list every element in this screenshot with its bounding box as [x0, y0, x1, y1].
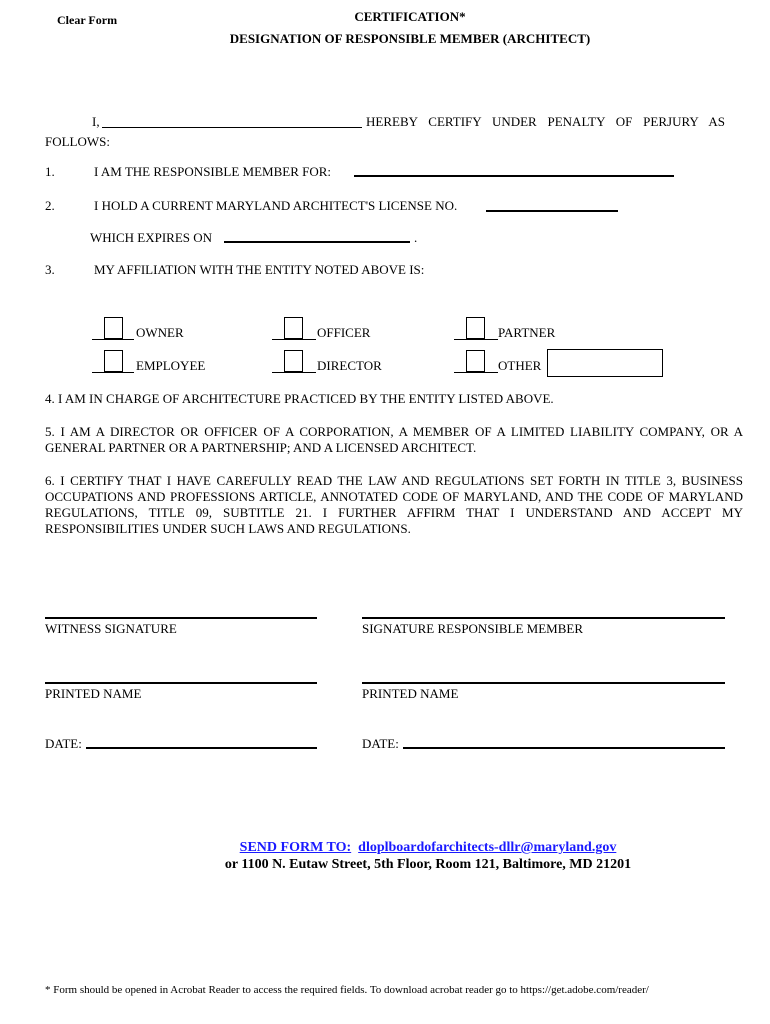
item3-text: MY AFFILIATION WITH THE ENTITY NOTED ABOVE IS: — [94, 262, 425, 277]
director-underline — [272, 372, 316, 373]
clear-form-button[interactable]: Clear Form — [57, 13, 118, 27]
form-title: CERTIFICATION* — [354, 9, 466, 24]
partner-underline — [454, 339, 498, 340]
member-signature-label: SIGNATURE RESPONSIBLE MEMBER — [362, 621, 584, 636]
other-underline — [454, 372, 498, 373]
footnote: * Form should be opened in Acrobat Reader to access the required fields. To download acrobat reader go to https://get.adobe.com/reader/ — [45, 984, 649, 996]
item4-text: 4. I AM IN CHARGE OF ARCHITECTURE PRACTICED BY THE ENTITY LISTED ABOVE. — [45, 391, 554, 406]
other-text-field[interactable] — [547, 349, 663, 377]
mailing-address: or 1100 N. Eutaw Street, 5th Floor, Room 121, Baltimore, MD 21201 — [224, 857, 632, 872]
intro-prefix: I, — [92, 114, 100, 129]
form-subtitle: DESIGNATION OF RESPONSIBLE MEMBER (ARCHITECT) — [229, 31, 591, 46]
officer-label: OFFICER — [317, 325, 371, 340]
owner-label: OWNER — [136, 325, 184, 340]
send-form-label: SEND FORM TO: — [239, 840, 352, 855]
expires-label: WHICH EXPIRES ON — [90, 230, 213, 245]
employee-checkbox[interactable] — [104, 350, 123, 372]
printed-name-left-line[interactable] — [45, 682, 317, 684]
printed-name-left-label: PRINTED NAME — [45, 686, 142, 701]
item3-number: 3. — [45, 262, 55, 277]
date-right-field[interactable] — [403, 747, 725, 749]
date-left-label: DATE: — [45, 736, 82, 751]
other-checkbox[interactable] — [466, 350, 485, 372]
item5-text: 5. I AM A DIRECTOR OR OFFICER OF A CORPORATION, A MEMBER OF A LIMITED LIABILITY COMPANY, OR A GENERAL PARTNER OR A PARTNERSHIP; AND A LICENSED ARCHITECT. — [45, 424, 743, 455]
director-checkbox[interactable] — [284, 350, 303, 372]
employee-label: EMPLOYEE — [136, 358, 206, 373]
printed-name-right-line[interactable] — [362, 682, 725, 684]
other-label: OTHER — [498, 358, 542, 373]
item1-text: I AM THE RESPONSIBLE MEMBER FOR: — [94, 164, 332, 179]
printed-name-right-label: PRINTED NAME — [362, 686, 459, 701]
intro-continuation: FOLLOWS: — [45, 134, 110, 149]
officer-checkbox[interactable] — [284, 317, 303, 339]
partner-label: PARTNER — [498, 325, 556, 340]
item2-text: I HOLD A CURRENT MARYLAND ARCHITECT'S LICENSE NO. — [94, 198, 458, 213]
date-left-field[interactable] — [86, 747, 317, 749]
email-link[interactable]: dloplboardofarchitects-dllr@maryland.gov — [358, 840, 617, 855]
send-form-line — [0, 840, 770, 856]
entity-field[interactable] — [354, 175, 674, 177]
license-number-field[interactable] — [486, 210, 618, 212]
expiration-date-field[interactable] — [224, 241, 410, 243]
name-field[interactable] — [102, 127, 362, 128]
item6-text: 6. I CERTIFY THAT I HAVE CAREFULLY READ THE LAW AND REGULATIONS SET FORTH IN TITLE 3, BUSINESS OCCUPATIONS AND PROFESSIONS ARTICLE, ANNOTATED CODE OF MARYLAND, AND THE CODE OF MARYLAND REGULATIONS, TITLE 09, SUBTITLE 21. I FURTHER AFFIRM THAT I UNDERSTAND AND ACCEPT MY RESPONSIBILITIES UNDER SUCH LAWS AND REGULATIONS. — [45, 473, 743, 536]
employee-underline — [92, 372, 134, 373]
witness-signature-label: WITNESS SIGNATURE — [45, 621, 177, 636]
director-label: DIRECTOR — [317, 358, 382, 373]
member-signature-line[interactable] — [362, 617, 725, 619]
date-right-label: DATE: — [362, 736, 399, 751]
intro-suffix: HEREBY CERTIFY UNDER PENALTY OF PERJURY AS — [366, 114, 725, 129]
officer-underline — [272, 339, 316, 340]
item1-number: 1. — [45, 164, 55, 179]
item2-number: 2. — [45, 198, 55, 213]
expires-period: . — [414, 230, 418, 245]
owner-checkbox[interactable] — [104, 317, 123, 339]
witness-signature-line[interactable] — [45, 617, 317, 619]
partner-checkbox[interactable] — [466, 317, 485, 339]
owner-underline — [92, 339, 134, 340]
